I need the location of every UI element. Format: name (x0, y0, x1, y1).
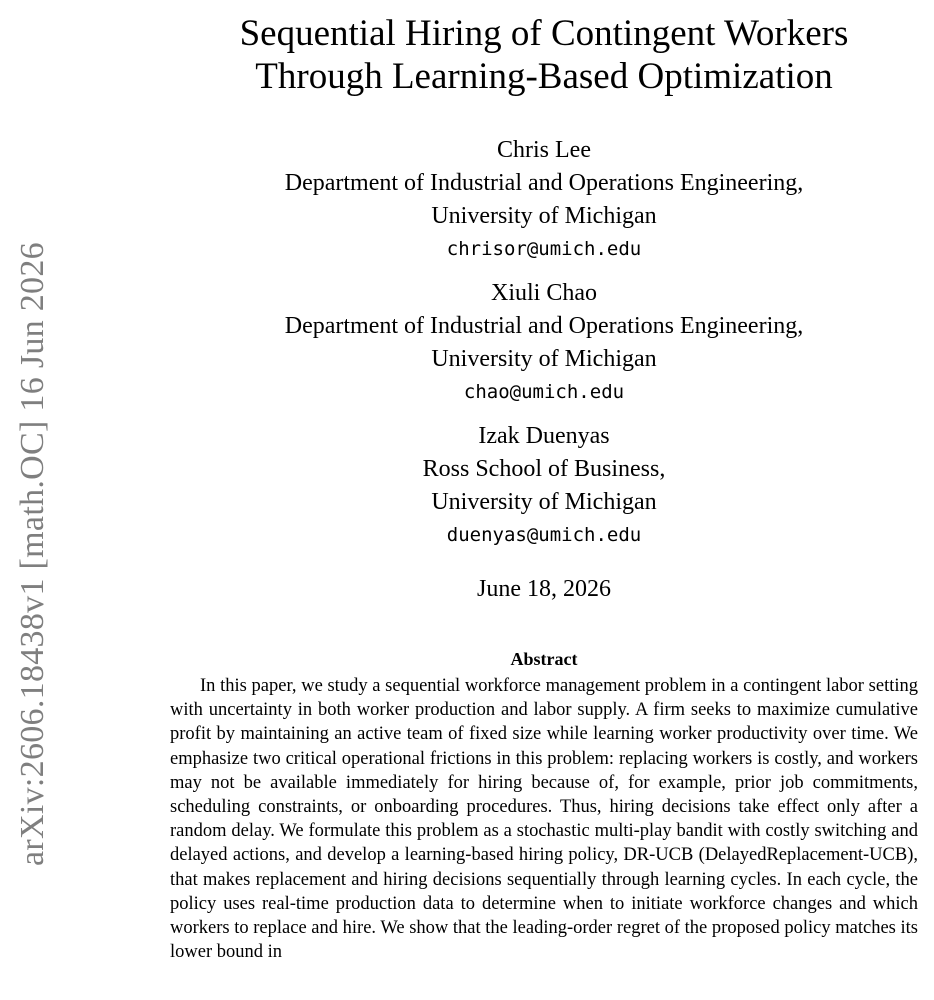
author-affiliation: Department of Industrial and Operations Engineering, (284, 313, 804, 339)
author-name: Xiuli Chao (491, 280, 597, 306)
title-line-1: Sequential Hiring of Contingent Workers (239, 13, 849, 54)
author-university: University of Michigan (431, 489, 657, 515)
author-block-1 (170, 134, 918, 266)
abstract-heading: Abstract (510, 649, 578, 669)
author-email[interactable]: chrisor@umich.edu (446, 238, 642, 260)
author-affiliation: Department of Industrial and Operations Engineering, (284, 170, 804, 196)
author-email[interactable]: chao@umich.edu (463, 381, 625, 403)
paper-title (170, 12, 918, 98)
publication-date: June 18, 2026 (477, 576, 611, 602)
author-affiliation: Ross School of Business, (422, 456, 666, 482)
author-name: Izak Duenyas (478, 423, 610, 449)
author-email[interactable]: duenyas@umich.edu (446, 524, 642, 546)
title-line-2: Through Learning-Based Optimization (255, 56, 833, 97)
author-name: Chris Lee (497, 137, 591, 163)
author-university: University of Michigan (431, 203, 657, 229)
paper-page (170, 0, 918, 983)
arxiv-stamp: arXiv:2606.18438v1 [math.OC] 16 Jun 2026 (14, 242, 51, 866)
author-university: University of Michigan (431, 346, 657, 372)
abstract-body: In this paper, we study a sequential workforce management problem in a contingent labor setting with uncertainty in both worker production and labor supply. A firm seeks to maximize cumulative profit by maintaining an active team of fixed size while learning worker productivity over time. We emphasize two critical operational frictions in this problem: replacing workers is costly, and workers may not be available immediately for hiring because of, for example, prior job commitments, scheduling constraints, or onboarding procedures. Thus, hiring decisions take effect only after a random delay. We formulate this problem as a stochastic multi-play bandit with costly switching and delayed actions, and develop a learning-based hiring policy, DR-UCB (DelayedReplacement-UCB), that makes replacement and hiring decisions sequentially through learning cycles. In each cycle, the policy uses real-time production data to determine when to initiate workforce changes and which workers to replace and hire. We show that the leading-order regret of the proposed policy matches its lower bound in (170, 676, 918, 963)
author-block-3 (170, 420, 918, 552)
author-block-2 (170, 277, 918, 409)
